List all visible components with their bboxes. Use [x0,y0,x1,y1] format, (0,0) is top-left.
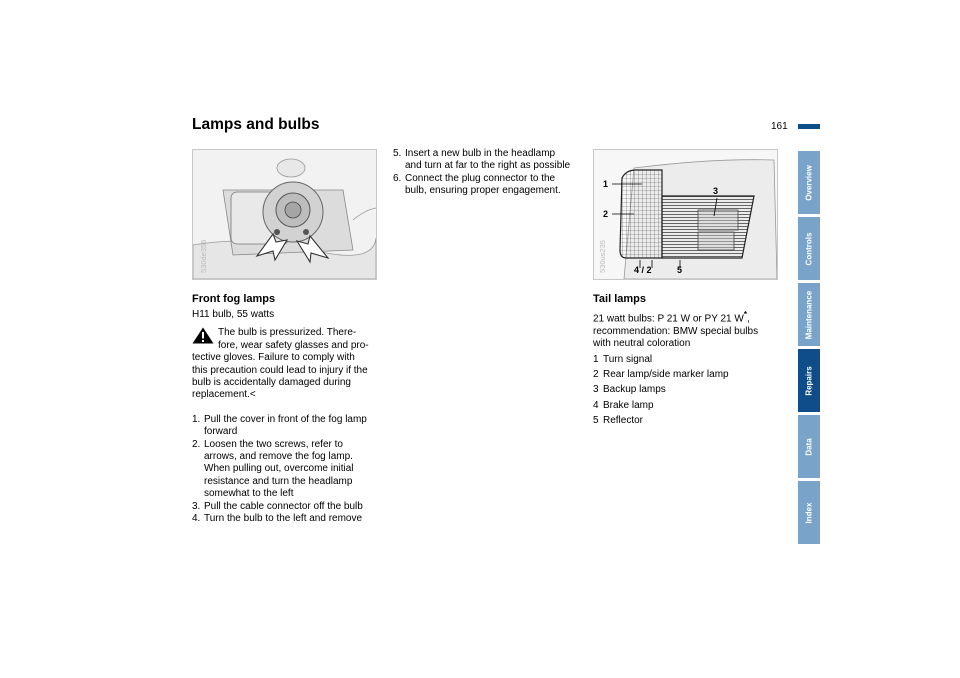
tail-lamp-spec-line: with neutral coloration [593,338,691,350]
tab-maintenance-label: Maintenance [804,290,814,339]
bulb-steps-continued [393,148,585,198]
end-mark: < [249,389,256,401]
legend-item: 4 Brake lamp [593,399,654,411]
tab-data-label: Data [804,437,814,456]
figure-label-1: 1 [603,179,609,189]
figure-label-4-2: 4 / 2 [634,265,652,275]
fog-lamp-figure-code: 530de356 [199,239,208,273]
warning-line: bulb is accidentally damaged during [192,377,351,389]
tab-repairs-label: Repairs [804,365,814,396]
tab-index-label: Index [804,502,814,523]
warning-line: replacement.< [192,389,256,401]
tab-repairs[interactable] [798,349,820,412]
tail-lamps-section [593,309,788,431]
tail-lamps-heading: Tail lamps [593,293,646,305]
warning-line: this precaution could lead to injury if the [192,364,368,376]
tail-lamp-illustration [593,149,778,280]
figure-label-2: 2 [603,209,609,219]
warning-line: tective gloves. Failure to comply with [192,352,355,364]
tab-data[interactable] [798,415,820,478]
warning-icon [192,327,214,344]
tab-overview[interactable] [798,151,820,214]
warning-line: The bulb is pressurized. There- [218,327,357,339]
footnote-star: * [743,310,747,319]
fog-lamp-spec: H11 bulb, 55 watts [192,309,275,320]
warning-note [192,327,384,401]
step-1: 1. Pull the cover in front of the fog lamp forward [192,413,367,438]
fog-lamp-drawing [193,150,376,279]
figure-label-5: 5 [677,265,683,275]
step-4: 4. Turn the bulb to the left and remove [192,513,363,525]
tab-overview-label: Overview [804,164,814,201]
page-title: Lamps and bulbs [192,116,320,133]
legend-item: 1 Turn signal [593,353,653,365]
step-6: 6. Connect the plug connector to the bulb, ensuring proper engagement. [393,172,561,197]
fog-lamp-illustration [192,149,377,280]
step-5: 5. Insert a new bulb in the headlamp and turn at far to the right as possible [393,148,571,172]
legend-item: 5 Reflector [593,415,644,427]
tab-controls[interactable] [798,217,820,280]
page-number-bar [798,124,820,129]
warning-line: fore, wear safety glasses and pro- [218,339,369,351]
legend-item: 2 Rear lamp/side marker lamp [593,368,729,380]
page-number: 161 [771,121,788,132]
figure-label-3: 3 [713,186,719,196]
fog-lamps-heading: Front fog lamps [192,293,276,305]
tab-maintenance[interactable] [798,283,820,346]
legend-item: 3 Backup lamps [593,384,666,396]
tail-lamp-drawing [594,150,777,279]
step-2: 2. Loosen the two screws, refer to arrows, and remove the fog lamp. When pulling out, overcome initial resistance and turn the headlamp somewhat to the left [192,438,354,500]
tail-lamp-figure-code: 530us235 [598,240,607,273]
tail-lamp-spec: 21 watt bulbs: P 21 W or PY 21 W*, [593,310,750,325]
tail-lamp-spec-line: recommendation: BMW special bulbs [593,325,759,337]
fog-lamps-section [192,309,384,526]
tab-index[interactable] [798,481,820,544]
tab-controls-label: Controls [804,232,814,265]
step-3: 3. Pull the cable connector off the bulb [192,500,363,512]
